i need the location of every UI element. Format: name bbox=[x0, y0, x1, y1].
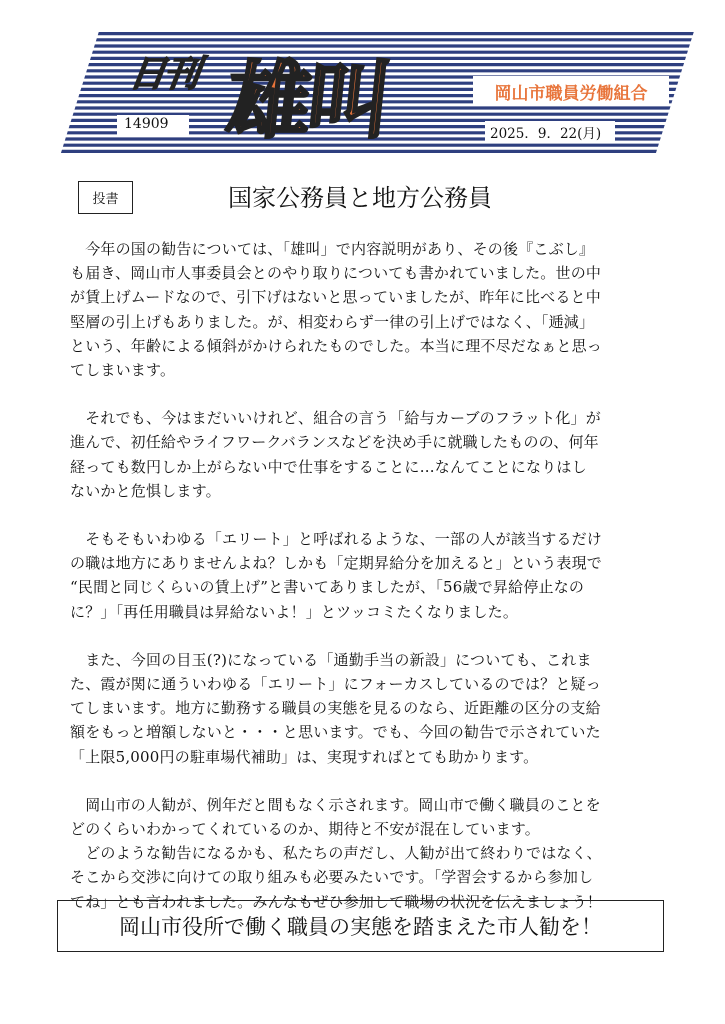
article-line: そこから交渉に向けての取り組みも必要みたいです。「学習会するから参加し bbox=[70, 868, 594, 887]
article-line: ないかと危惧します。 bbox=[70, 481, 221, 500]
article-paragraph bbox=[70, 237, 670, 382]
article-line: てね」とも言われました。みんなもぜひ参加して職場の状況を伝えましょう！ bbox=[70, 892, 603, 911]
article-line: てしまいます。地方に勤務する職員の実態を見るのなら、近距離の区分の支給 bbox=[70, 699, 601, 718]
article-line: も届き、岡山市人事委員会とのやり取りについても書かれていました。世の中 bbox=[70, 264, 602, 283]
article-line: 岡山市の人勧が、例年だと間もなく示されます。岡山市で働く職員のことを bbox=[70, 795, 601, 814]
article-line: の職は地方にありませんよね？しかも「定期昇給分を加えると」という表現で bbox=[70, 554, 603, 573]
article-line: てしまいます。 bbox=[70, 361, 176, 380]
article-line: 進んで、初任給やライフワークバランスなどを決め手に就職したものの、何年 bbox=[70, 433, 599, 452]
article-paragraph bbox=[70, 648, 670, 769]
masthead-title-small: 日刊 bbox=[126, 54, 201, 95]
article-line: また、今回の目玉(?)になっている「通勤手当の新設」についても、これま bbox=[70, 650, 592, 669]
masthead bbox=[60, 28, 695, 156]
article-line: 額をもっと増額しないと・・・と思います。でも、今回の勧告で示されていた bbox=[70, 723, 601, 742]
masthead-title-big: 雄叫 bbox=[222, 52, 393, 150]
article-body bbox=[70, 237, 670, 914]
union-name: 岡山市職員労働組合 bbox=[494, 83, 648, 104]
article-line: が賃上げムードなので、引下げはないと思っていましたが、昨年に比べると中 bbox=[70, 288, 601, 307]
article-line: そもそもいわゆる「エリート」と呼ばれるような、一部の人が該当するだけ bbox=[70, 530, 603, 549]
article-paragraph bbox=[70, 406, 670, 503]
slogan-box bbox=[57, 900, 664, 952]
article-line: 経っても数円しか上がらない中で仕事をすることに…なんてことになりはし bbox=[70, 457, 587, 476]
union-name-box bbox=[473, 76, 669, 106]
article-line: “民間と同じくらいの賃上げ”と書いてありましたが、「56歳で昇給停止なの bbox=[70, 578, 585, 597]
article-line: という、年齢による傾斜がかけられたものでした。本当に理不尽だなぁと思っ bbox=[70, 336, 603, 355]
issue-number: 14909 bbox=[124, 116, 169, 132]
article-title: 国家公務員と地方公務員 bbox=[228, 184, 492, 212]
article-line: どのような勧告になるかも、私たちの声だし、人勧が出て終わりではなく、 bbox=[70, 844, 602, 863]
article-line: 堅層の引上げもありました。が、相変わらず一律の引上げではなく、「逓減」 bbox=[70, 312, 595, 331]
slogan-text: 岡山市役所で働く職員の実態を踏まえた市人勧を！ bbox=[119, 915, 602, 939]
article-line: に？」「再任用職員は昇給ないよ！」とツッコミたくなりました。 bbox=[70, 602, 519, 621]
article-line: それでも、今はまだいいけれど、組合の言う「給与カーブのフラット化」が bbox=[70, 409, 601, 428]
article-paragraph bbox=[70, 527, 670, 624]
article-line: 「上限5,000円の駐車場代補助」は、実現すればとても助かります。 bbox=[70, 747, 539, 766]
issue-date: 2025．9．22(月) bbox=[490, 126, 602, 142]
article-line: どのくらいわかってくれているのか、期待と不安が混在しています。 bbox=[70, 820, 541, 839]
article-line: た、霞が関に通ういわゆる「エリート」にフォーカスしているのでは？と疑っ bbox=[70, 675, 601, 694]
article-paragraph bbox=[70, 793, 670, 914]
article-line: 今年の国の勧告については、「雄叫」で内容説明があり、その後『こぶし』 bbox=[70, 240, 595, 258]
masthead-stripe bbox=[98, 32, 694, 35]
article-tag: 投書 bbox=[78, 181, 133, 214]
